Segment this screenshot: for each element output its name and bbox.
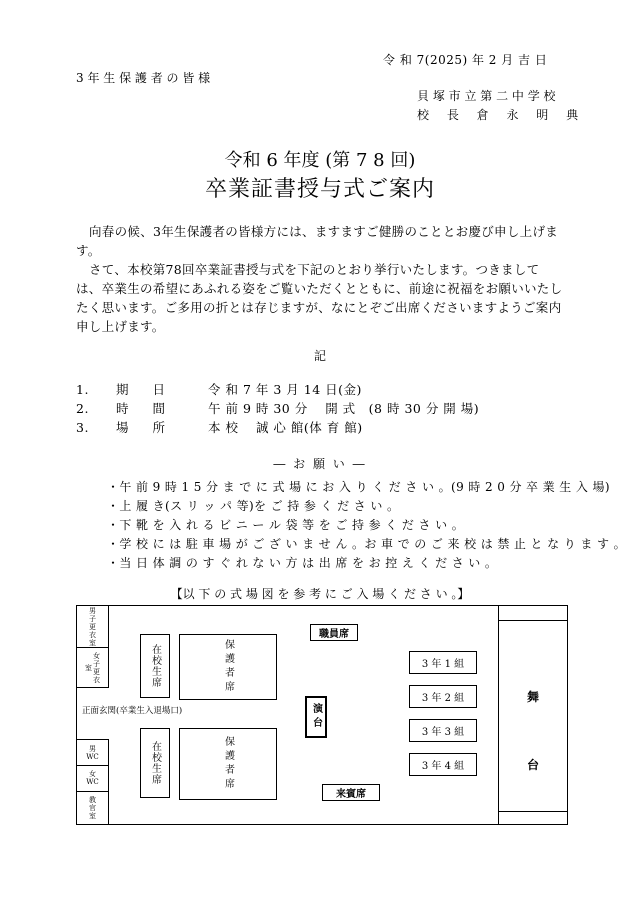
stage-label-top: 舞: [526, 690, 539, 704]
recipient: 3 年 生 保 護 者 の 皆 様: [76, 71, 211, 85]
note-item: ・午 前 9 時 1 5 分 ま で に 式 場 に お 入 り く だ さ い 。(9 時 2 0 分 卒 業 生 入 場): [107, 480, 610, 494]
announcement-paragraph: さて、本校第78回卒業証書授与式を下記のとおり挙行いたします。つきましては、卒業生の希望にあふれる姿をご覧いただくとともに、前途に祝福をお願いいたしたく思います。ご多用の折とは存じますが、なにとぞご出席くださいますようご案内申し上げます。: [76, 262, 563, 334]
note-item: ・下 靴 を 入 れ る ビ ニ ー ル 袋 等 を ご 持 参 く だ さ い 。: [107, 518, 465, 532]
male-wc: 男 WC: [77, 739, 109, 766]
equipment-room: 教官室: [77, 792, 109, 824]
principal-name: 校 長 倉 永 明 典: [417, 108, 579, 122]
stage-edge-bottom: [498, 811, 567, 812]
class-3-4-seats: 3 年 4 組: [409, 753, 477, 776]
title-line1: 令和 6 年度 (第 7 8 回): [224, 150, 416, 171]
guest-seats: 来賓席: [322, 784, 380, 801]
female-changing-room: 女子更衣室: [77, 648, 109, 688]
class-3-1-seats: 3 年 1 組: [409, 651, 477, 674]
chart-caption: 【以 下 の 式 場 図 を 参 考 に ご 入 場 く だ さ い 。】: [170, 587, 470, 601]
stage: [498, 606, 567, 824]
male-changing-room: 男子更衣室: [77, 606, 109, 648]
detail-key: 期 日: [116, 382, 175, 397]
class-3-3-seats: 3 年 3 組: [409, 719, 477, 742]
guardian-seats-upper: 保護者席: [179, 634, 277, 700]
main-entrance-label: 正面玄関(卒業生入退場口): [82, 706, 183, 716]
class-3-2-seats: 3 年 2 組: [409, 685, 477, 708]
greeting-paragraph: 向春の候、3年生保護者の皆様方には、ますますご健勝のこととお慶び申し上げます。: [76, 224, 559, 258]
stage-edge-top: [498, 620, 567, 621]
detail-value: 本 校 誠 心 館(体 育 館): [208, 420, 363, 435]
issue-date: 令 和 7(2025) 年 2 月 吉 日: [383, 53, 548, 67]
detail-value: 令 和 7 年 3 月 14 日(金): [208, 382, 362, 397]
note-item: ・学 校 に は 駐 車 場 が ご ざ い ま せ ん 。お 車 で の ご 来 校 は 禁 止 と な り ま す 。: [107, 537, 627, 551]
podium: 演台: [305, 696, 327, 738]
notes-heading: ― お 願 い ―: [273, 457, 367, 471]
detail-num: 1.: [76, 382, 89, 397]
ki-heading: 記: [313, 349, 326, 363]
staff-seats: 職員席: [310, 624, 358, 641]
note-item: ・上 履 き(ス リ ッ パ 等)を ご 持 参 く だ さ い 。: [107, 499, 400, 513]
detail-place: [76, 418, 363, 436]
detail-date: [76, 380, 362, 398]
detail-time: [76, 399, 479, 417]
guardian-seats-lower: 保護者席: [179, 728, 277, 800]
student-seats-lower: 在校生席: [140, 728, 170, 798]
student-seats-upper: 在校生席: [140, 634, 170, 698]
detail-value: 午 前 9 時 30 分 開 式 (8 時 30 分 開 場): [208, 401, 480, 416]
stage-label-bottom: 台: [526, 758, 539, 772]
note-item: ・当 日 体 調 の す ぐ れ な い 方 は 出 席 を お 控 え く だ さ い 。: [107, 556, 498, 570]
detail-key: 場 所: [116, 420, 175, 435]
detail-key: 時 間: [116, 401, 175, 416]
detail-num: 3.: [76, 420, 89, 435]
female-wc: 女 WC: [77, 765, 109, 792]
page-title: 卒業証書授与式ご案内: [204, 177, 435, 202]
detail-num: 2.: [76, 401, 89, 416]
venue-seating-chart: [76, 605, 568, 825]
school-name: 貝 塚 市 立 第 二 中 学 校: [417, 89, 556, 103]
